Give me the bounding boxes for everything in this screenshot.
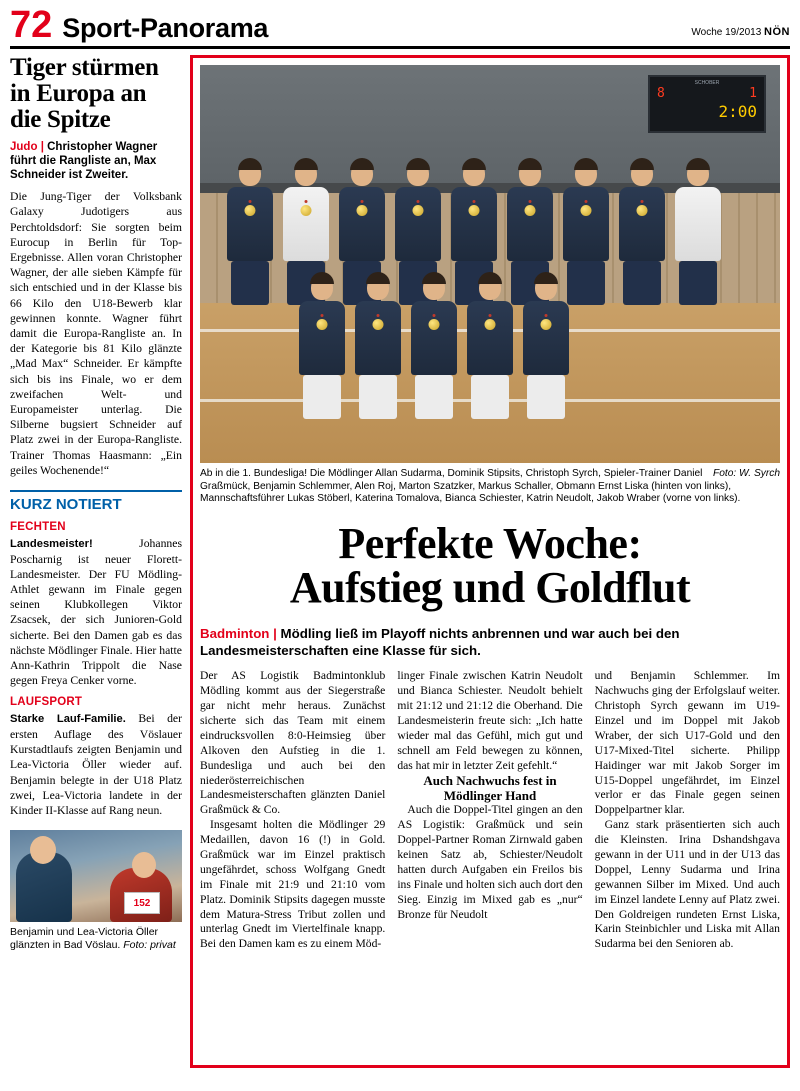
feature-paragraph: Insgesamt holten die Mödlinger 29 Medaillen, davon 16 (!) in Gold. Graßmück war im Einzel praktisch ungefährdet, schoss Wolfgang Gnedt im Finale mit 21:9 und 21:10 vom Platz. Dominik Stipsits dagegen musste dem Matura-Stress Tribut zollen und unterlag Gnedt im Viertelfinale knapp. Bei den Damen kam es zu einem Möd- <box>200 818 386 951</box>
team-member <box>464 275 516 419</box>
left-kicker-label: Judo <box>10 141 38 154</box>
medal-icon <box>357 205 368 216</box>
person-torso <box>395 187 441 261</box>
person-legs <box>415 375 453 419</box>
page-number: 72 <box>10 4 53 46</box>
feature-column-2 <box>397 669 582 952</box>
person-torso <box>507 187 553 261</box>
feature-headline-line1: Perfekte Woche: <box>338 519 642 569</box>
note-body: Johannes Poscharnig ist neuer Florett-Landesmeister. Der FU Mödling-Athlet gewann im Finale gegen seinen Klubkollegen Viktor Zsacsek, der sich Junioren-Gold sicherte. Bei den Damen gab es das nächste Mödlinger Finale. Hier hatte Ann-Kathrin Trippolt die Nase gegen Freya Cenker vorne. <box>10 537 182 688</box>
masthead <box>10 0 790 49</box>
team-member <box>408 275 460 419</box>
person-head <box>631 161 653 186</box>
team-photo-caption-text: Ab in die 1. Bundesliga! Die Mödlinger Allan Sudarma, Dominik Stipsits, Christoph Syrch, Spieler-Trainer Daniel Graßmück, Benjamin Schlemmer, Alen Roj, Marton Szatzker, Markus Schaller, Obmann Ernst Liska (hinten von links), Mannschaftsführer Lukas Stöberl, Katerina Tomalova, Bianca Schiester, Katrin Neudolt, Jakob Wraber (vorne von links). <box>200 468 741 505</box>
scoreboard-score-row <box>653 86 761 101</box>
person-head <box>519 161 541 186</box>
note-run-in: Starke Lauf-Familie. <box>10 713 126 726</box>
scoreboard-score-left: 8 <box>657 86 665 102</box>
left-kicker <box>10 140 182 182</box>
medal-icon <box>469 205 480 216</box>
person-torso <box>283 187 329 261</box>
person-legs <box>679 261 717 305</box>
issue-label: Woche 19/2013 <box>691 27 762 39</box>
team-member <box>520 275 572 419</box>
team-photo <box>200 65 780 463</box>
person-head <box>575 161 597 186</box>
feature-standfirst-text: Mödling ließ im Playoff nichts anbrennen und war auch bei den Landesmeisterschaften eine Klasse für sich. <box>200 626 680 658</box>
person-torso <box>411 301 457 375</box>
note-body: Bei der ersten Auflage des Vöslauer Kurstadtlaufs zeigten Benjamin und Lea-Victoria Öller wieder auf. Benjamin belegte in der U18 Platz zwei, Lea-Victoria landete in der Kinder II-Klasse auf Rang neun. <box>10 712 182 818</box>
team-official <box>672 161 724 305</box>
feature-column-1 <box>200 669 385 952</box>
masthead-left <box>10 4 269 46</box>
note-paragraph <box>10 536 182 688</box>
feature-headline <box>200 519 780 613</box>
person-legs <box>303 375 341 419</box>
person-head <box>687 161 709 186</box>
medal-icon <box>525 205 536 216</box>
person-torso <box>339 187 385 261</box>
person-head <box>479 275 501 300</box>
person-head <box>463 161 485 186</box>
left-kicker-text: Christopher Wagner führt die Rangliste an, Max Schneider ist Zweiter. <box>10 141 158 182</box>
person-torso <box>355 301 401 375</box>
note-paragraph <box>10 711 182 818</box>
feature-paragraph: Ganz stark präsentierten sich auch die Kleinsten. Irina Dshandshgava gewann in der U11 und in der U13 das Doppel, Lenny Sudarma und Irina gewannen Silber im Mixed. Und auch im Einzel landete Lenny auf Platz zwei. Den Goldreigen rundeten Ernst Liska, Karin Steinbichler und Liska mit Allan Sudarma bei den Senioren ab. <box>594 818 780 951</box>
person-torso <box>675 187 721 261</box>
medal-icon <box>541 319 552 330</box>
medal-icon <box>485 319 496 330</box>
team-member <box>352 275 404 419</box>
left-body-text <box>10 189 182 478</box>
medal-icon <box>429 319 440 330</box>
medal-icon <box>317 319 328 330</box>
section-title: Sport-Panorama <box>62 13 269 43</box>
standfirst-separator: | <box>269 626 281 642</box>
feature-standfirst <box>200 626 780 659</box>
medal-icon <box>413 205 424 216</box>
person-torso <box>227 187 273 261</box>
publisher-label: NÖN <box>764 26 790 39</box>
left-body-paragraph: Die Jung-Tiger der Volksbank Galaxy Judotigers aus Perchtoldsdorf: Sie sorgten beim Eurocup in Berlin für Top-Ergebnisse. Allen voran Christopher Wagner, der alle sieben Kämpfe für sich entschied und in der Klasse bis 66 Kilo den U18-Bewerb klar gewinnen konnte. Wagner führt damit die Europa-Rangliste an. In der Kategorie bis 81 Kilo glänzte „Mad Max“ Schneider. Er kämpfte sich bis ins Finale, wo er dem zweifachen Welt- und Europameister unterlag. Die Silberne bugsiert Schneider auf Platz zwei in der Europa-Rangliste. Trainer Thomas Haasmann: „Ein geiles Wochenende!“ <box>10 190 182 477</box>
caption-credit: Foto: privat <box>123 939 176 952</box>
person-legs <box>623 261 661 305</box>
person-legs <box>567 261 605 305</box>
medal-icon <box>581 205 592 216</box>
person-head <box>535 275 557 300</box>
feature-kicker-label: Badminton <box>200 626 270 642</box>
left-column <box>10 55 190 1068</box>
person-torso <box>299 301 345 375</box>
race-bib-number: 152 <box>124 892 160 914</box>
kurz-notiert-head: KURZ NOTIERT <box>10 490 182 513</box>
page-body <box>10 55 790 1068</box>
feature-paragraph: linger Finale zwischen Katrin Neudolt und Bianca Schiester. Neudolt behielt mit 21:12 und 21:12 die Oberhand. Die Landesmeisterin freute sich: „Ich hatte wieder mal das Gefühl, mich gut und schnell am Feld bewegen zu können, das hat mir in letzter Zeit gefehlt.“ <box>397 669 583 772</box>
person-torso <box>619 187 665 261</box>
scoreboard-brand: SCHOBER <box>694 80 720 87</box>
feature-paragraph: Auch die Doppel-Titel gingen an den AS Logistik: Graßmück und sein Doppel-Partner Roman Zirnwald gaben keinen Satz ab, Schiester/Neudolt hatten durch Aufgaben ein Freilos bis ins Finale und holten sich auch dort den Sieg. Einzig im Mixed gab es „nur“ Bronze für Neudolt <box>397 803 583 921</box>
scoreboard-time: 2:00 <box>718 102 757 122</box>
person-legs <box>231 261 269 305</box>
note-run-in: Landesmeister! <box>10 538 93 551</box>
team-member <box>224 161 276 305</box>
team-member <box>616 161 668 305</box>
person-torso <box>523 301 569 375</box>
kicker-separator: | <box>40 141 48 154</box>
medal-icon <box>637 205 648 216</box>
person-head <box>311 275 333 300</box>
medal-icon <box>373 319 384 330</box>
masthead-right <box>691 26 790 42</box>
medal-icon <box>245 205 256 216</box>
feature-subheading: Auch Nachwuchs fest in Mödlinger Hand <box>423 772 557 803</box>
person-head <box>367 275 389 300</box>
note-text-laufsport <box>10 711 182 818</box>
person-head <box>295 161 317 186</box>
person-torso <box>563 187 609 261</box>
feature-headline-line2: Aufstieg und Goldflut <box>289 563 691 613</box>
feature-paragraph: Der AS Logistik Badmintonklub Mödling kommt aus der Siegerstraße gar nicht mehr heraus. Zunächst sicherte sich das Team mit einem eindrucksvollen 8:0-Heimsieg über Alkoven den Aufstieg in die 1. Bundesliga und auch bei den niederösterreichischen Landesmeisterschaften glänzten Daniel Graßmück & Co. <box>200 669 386 817</box>
feature-column-3 <box>595 669 780 952</box>
person-legs <box>359 375 397 419</box>
person-torso <box>451 187 497 261</box>
runners-photo <box>10 830 182 922</box>
runners-photo-caption <box>10 926 182 952</box>
person-head <box>239 161 261 186</box>
note-text-fechten <box>10 536 182 688</box>
medal-icon <box>301 205 312 216</box>
feature-paragraph: und Benjamin Schlemmer. Im Nachwuchs ging der Erfolgslauf weiter. Christoph Syrch gewann im U19-Einzel und im Doppel mit Jakob Wraber, der sich U17-Gold und den U17-Mixed-Titel sicherte. Philipp Haidinger war mit Jakob Sorger im U15-Doppel ungefährdet, im Einzel verlor er das Finale gegen seinen Doppelpartner klar. <box>594 669 780 817</box>
feature-columns <box>200 669 780 952</box>
person-head <box>351 161 373 186</box>
feature-article <box>190 55 790 1068</box>
team-photo-caption <box>200 468 780 506</box>
person-legs <box>471 375 509 419</box>
team-front-row <box>296 275 572 419</box>
person-torso <box>467 301 513 375</box>
scoreboard <box>648 75 766 133</box>
note-sport-laufsport: LAUFSPORT <box>10 696 83 709</box>
left-headline: Tiger stürmen in Europa an die Spitze <box>10 54 159 134</box>
team-photo-credit: Foto: W. Syrch <box>713 468 780 480</box>
scoreboard-score-right: 1 <box>749 86 757 102</box>
person-head <box>407 161 429 186</box>
team-member <box>296 275 348 419</box>
note-sport-fechten: FECHTEN <box>10 521 66 534</box>
person-legs <box>527 375 565 419</box>
caption-text: Benjamin und Lea-Victoria Öller glänzten in Bad Vöslau. <box>10 926 159 952</box>
person-head <box>423 275 445 300</box>
